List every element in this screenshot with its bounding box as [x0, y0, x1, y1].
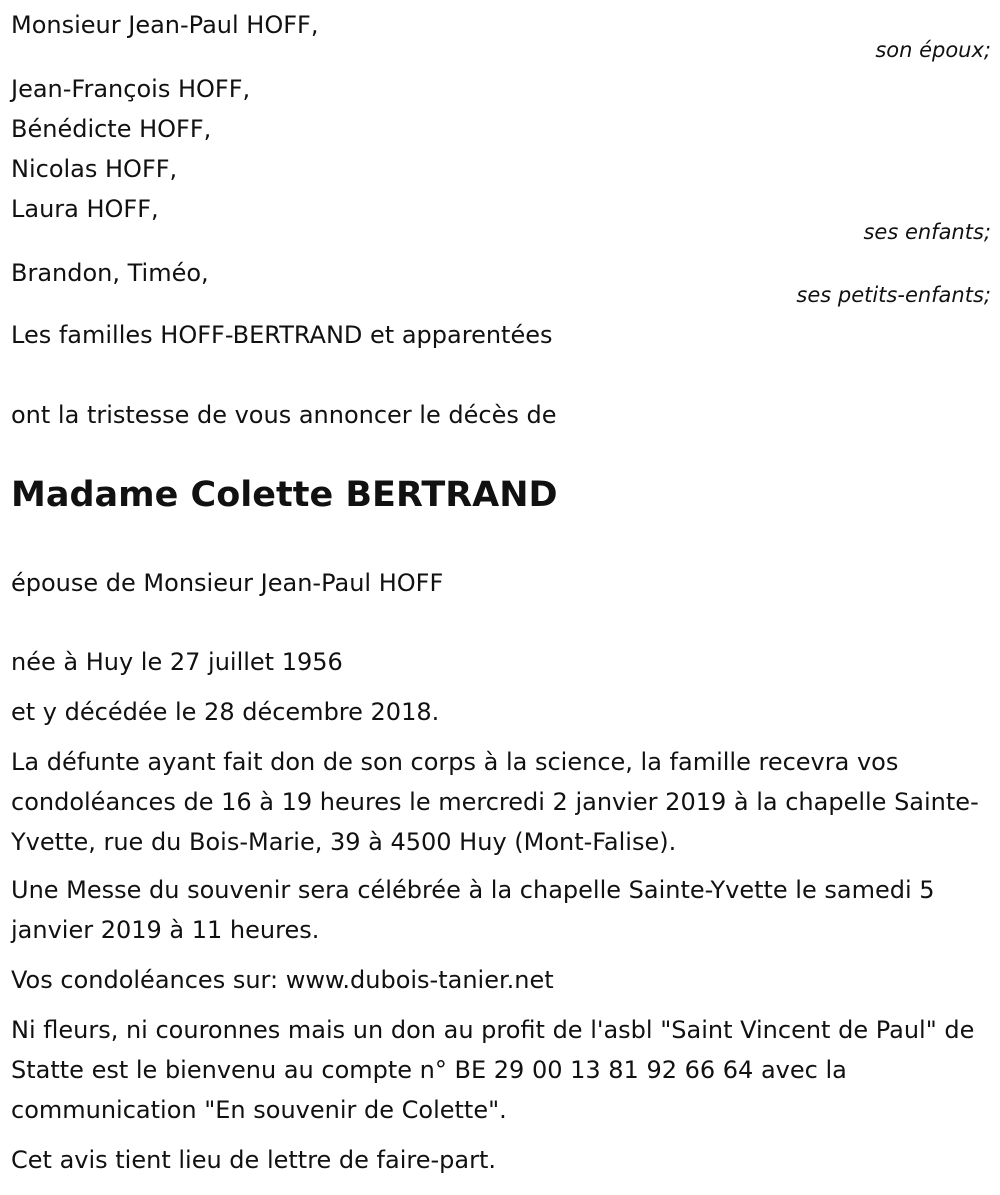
- birth-line: née à Huy le 27 juillet 1956: [11, 648, 343, 676]
- condolences-visit-paragraph: La défunte ayant fait don de son corps à la science, la famille recevra vos condoléances de 16 à 19 heures le mercredi 2 janvier 2019 à la chapelle Sainte-Yvette, rue du Bois-Marie, 39 à 4500 Huy (Mont-Falise).: [11, 748, 979, 856]
- deceased-name: Madame Colette BERTRAND: [11, 475, 558, 515]
- spouse-of-line: épouse de Monsieur Jean-Paul HOFF: [11, 569, 444, 597]
- child-name: Jean-François HOFF,: [11, 75, 251, 103]
- online-condolences-line: Vos condoléances sur: www.dubois-tanier.net: [11, 966, 554, 994]
- child-name: Nicolas HOFF,: [11, 155, 178, 183]
- extended-families: Les familles HOFF-BERTRAND et apparentées: [11, 321, 553, 349]
- death-line: et y décédée le 28 décembre 2018.: [11, 698, 440, 726]
- children-role: ses enfants;: [863, 220, 991, 244]
- child-name: Bénédicte HOFF,: [11, 115, 212, 143]
- announcement-intro: ont la tristesse de vous annoncer le décès de: [11, 401, 557, 429]
- donation-paragraph: Ni fleurs, ni couronnes mais un don au profit de l'asbl "Saint Vincent de Paul" de Statte est le bienvenu au compte n° BE 29 00 13 81 92 66 64 avec la communication "En souvenir de Colette".: [11, 1016, 975, 1124]
- spouse-name: Monsieur Jean-Paul HOFF,: [11, 11, 319, 39]
- spouse-role: son époux;: [875, 38, 991, 62]
- closing-line: Cet avis tient lieu de lettre de faire-part.: [11, 1146, 496, 1174]
- grandchildren-names: Brandon, Timéo,: [11, 259, 209, 287]
- grandchildren-role: ses petits-enfants;: [796, 283, 991, 307]
- child-name: Laura HOFF,: [11, 195, 159, 223]
- mass-paragraph: Une Messe du souvenir sera célébrée à la chapelle Sainte-Yvette le samedi 5 janvier 2019 à 11 heures.: [11, 876, 935, 944]
